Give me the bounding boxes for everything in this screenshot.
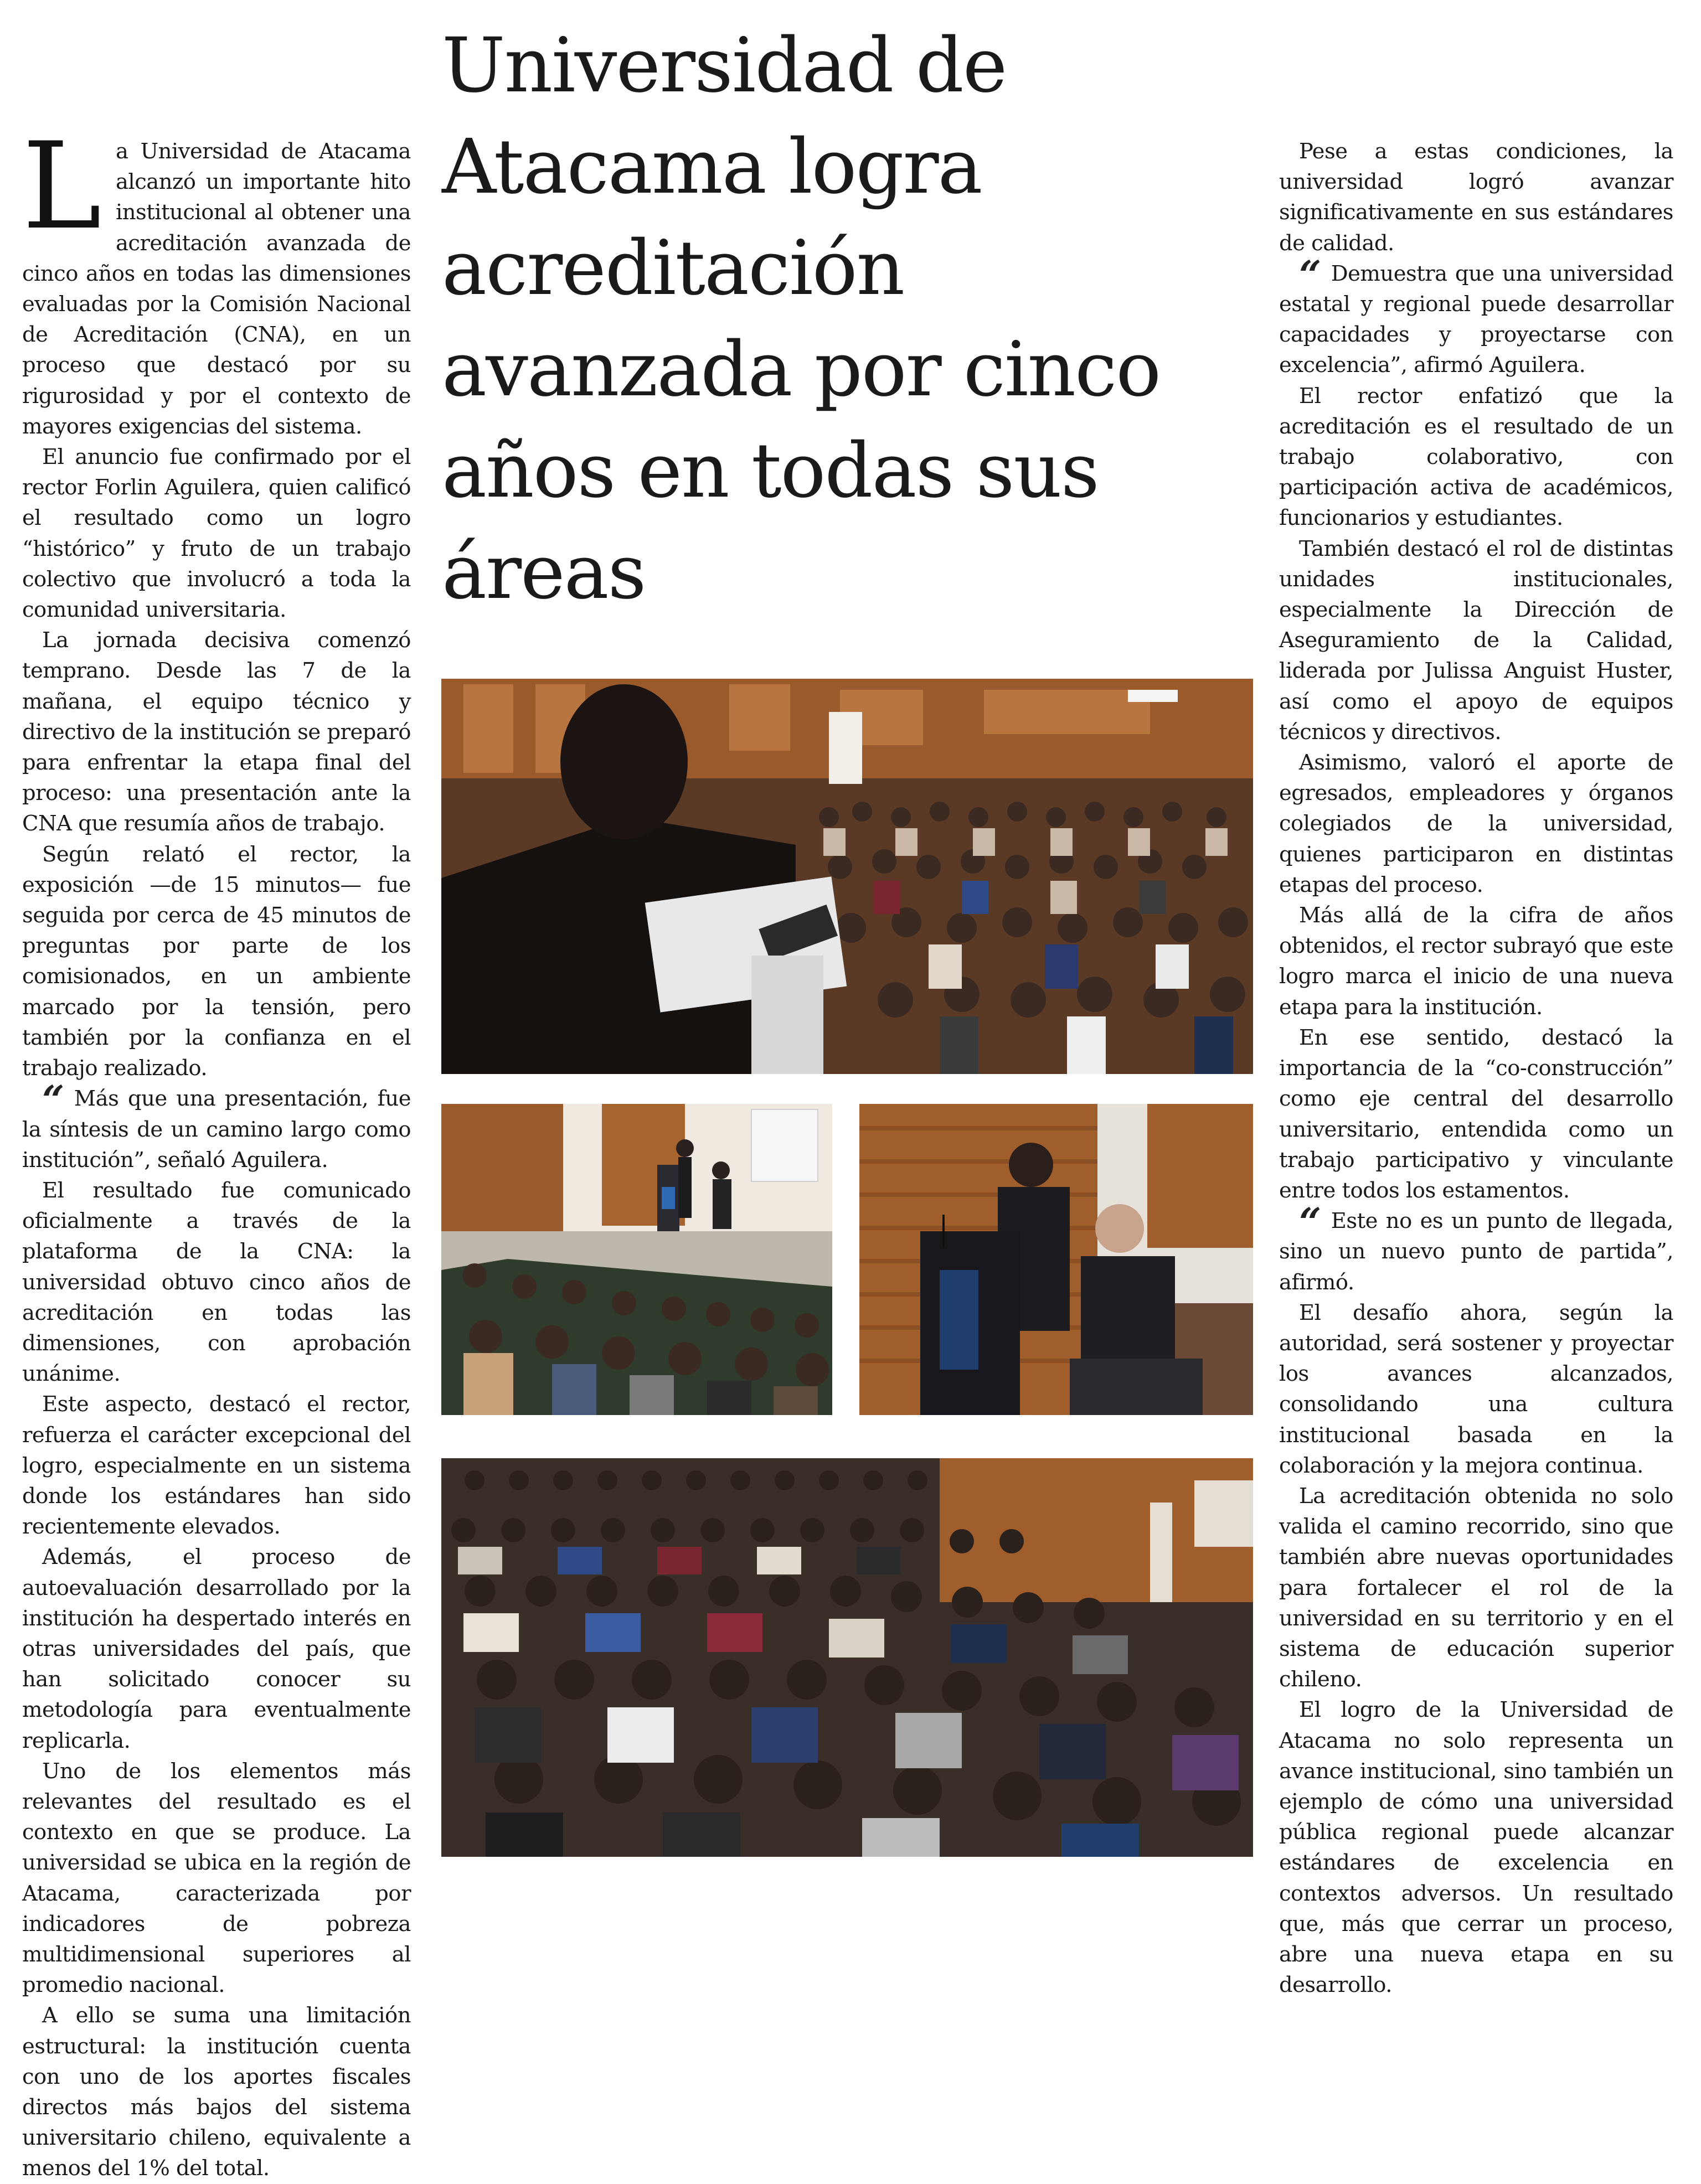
paragraph: Uno de los elementos más relevantes del resultado es el contexto en que se produce. La universidad se ubica en la región de Atacama, caracterizada por indicadores de pobreza multidimensional superiores al promedio nacional. xyxy=(22,1758,411,1998)
paragraph: También destacó el rol de distintas unidades institucionales, especialmente la Dirección de Aseguramiento de la Calidad, liderada por Julissa Anguist Huster, así como el apoyo de equipos técnicos y directivos. xyxy=(1279,536,1673,745)
paragraph: Más allá de la cifra de años obtenidos, el rector subrayó que este logro marca el inicio de una nueva etapa para la institución. xyxy=(1279,903,1673,1020)
quote-mark-icon: “ xyxy=(42,1077,64,1123)
paragraph: El anuncio fue confirmado por el rector Forlin Aguilera, quien calificó el resultado como un logro “histórico” y fruto de un trabajo colectivo que involucró a toda la comunidad universitaria. xyxy=(22,445,411,623)
lead-paragraph xyxy=(22,117,411,442)
paragraph: La jornada decisiva comenzó temprano. Desde las 7 de la mañana, el equipo técnico y directivo de la institución se preparó para enfrentar la etapa final del proceso: una presentación ante la CNA que resumía años de trabajo. xyxy=(22,628,411,837)
article-column-right xyxy=(1279,136,1673,2000)
photo-audience-applause xyxy=(441,1458,1253,1857)
photo-auditorium-speaker-graphic xyxy=(441,679,1253,1074)
pull-quote-text: Demuestra que una universidad estatal y regional puede desarrollar capacidades y proyectarse con excelencia”, afirmó Aguilera. xyxy=(1279,261,1673,378)
headline: Universidad de Atacama logra acreditación avanzada por cinco años en todas sus áreas xyxy=(442,22,1161,616)
paragraph: Según relató el rector, la exposición —de 15 minutos— fue seguida por cerca de 45 minutos de preguntas por parte de los comisionados, en un ambiente marcado por la tensión, pero también por la confianza en el trabajo realizado. xyxy=(22,841,411,1081)
paragraph: Pese a estas condiciones, la universidad logró avanzar significativamente en sus estándares de calidad. xyxy=(1279,139,1673,256)
paragraph: Este aspecto, destacó el rector, refuerza el carácter excepcional del logro, especialmente en un sistema donde los estándares han sido recientemente elevados. xyxy=(22,1392,411,1540)
paragraph: La acreditación obtenida no solo valida el camino recorrido, sino que también abre nuevas oportunidades para fortalecer el rol de la universidad en su territorio y en el sistema de educación superior chileno. xyxy=(1279,1483,1673,1692)
paragraph: El rector enfatizó que la acreditación es el resultado de un trabajo colaborativo, con participación activa de académicos, funcionarios y estudiantes. xyxy=(1279,383,1673,531)
paragraph: El resultado fue comunicado oficialmente a través de la plataforma de la CNA: la universidad obtuvo cinco años de acreditación en todas las dimensiones, con aprobación unánime. xyxy=(22,1178,411,1387)
paragraph: En ese sentido, destacó la importancia de la “co-construcción” como eje central del desarrollo universitario, entendida como un trabajo participativo y vinculante entre todos los estamentos. xyxy=(1279,1025,1673,1203)
photo-auditorium-speaker xyxy=(441,679,1253,1074)
paragraph: El desafío ahora, según la autoridad, será sostener y proyectar los avances alcanzados, consolidando una cultura institucional basada en la colaboración y la mejora continua. xyxy=(1279,1300,1673,1478)
drop-cap: L xyxy=(22,117,101,256)
paragraph: El logro de la Universidad de Atacama no solo representa un avance institucional, sino también un ejemplo de cómo una universidad pública regional puede alcanzar estándares de excelencia en contextos adversos. Un resultado que, más que cerrar un proceso, abre una nueva etapa en su desarrollo. xyxy=(1279,1697,1673,1998)
paragraph: Asimismo, valoró el aporte de egresados, empleadores y órganos colegiados de la universidad, quienes participaron en distintas etapas del proceso. xyxy=(1279,750,1673,897)
pull-quote-text: Este no es un punto de llegada, sino un nuevo punto de partida”, afirmó. xyxy=(1279,1209,1673,1295)
article-column-left xyxy=(22,117,411,2184)
paragraph: A ello se suma una limitación estructural: la institución cuenta con uno de los aportes fiscales directos más bajos del sistema universitario chileno, equivalente a menos del 1% del total. xyxy=(22,2003,411,2181)
photo-rector-lectern xyxy=(859,1104,1253,1415)
photo-rector-lectern-graphic xyxy=(859,1104,1253,1415)
pull-quote xyxy=(22,1077,411,1175)
pull-quote-text: Más que una presentación, fue la síntesis de un camino largo como institución”, señaló Aguilera. xyxy=(22,1086,411,1173)
photo-hall-stage-graphic xyxy=(441,1104,832,1415)
pull-quote xyxy=(1279,1199,1673,1298)
photo-hall-stage xyxy=(441,1104,832,1415)
quote-mark-icon: “ xyxy=(1299,1199,1321,1246)
paragraph: Además, el proceso de autoevaluación desarrollado por la institución ha despertado interés en otras universidades del país, que han solicitado conocer su metodología para eventualmente replicarla. xyxy=(22,1545,411,1753)
quote-mark-icon: “ xyxy=(1299,251,1321,298)
lead-paragraph-text: a Universidad de Atacama alcanzó un importante hito institucional al obtener una acreditación avanzada de cinco años en todas las dimensiones evaluadas por la Comisión Nacional de Acreditación (CNA), en un proceso que destacó por su rigurosidad y por el contexto de mayores exigencias del sistema. xyxy=(22,139,411,439)
photo-audience-applause-graphic xyxy=(441,1458,1253,1857)
pull-quote xyxy=(1279,251,1673,381)
